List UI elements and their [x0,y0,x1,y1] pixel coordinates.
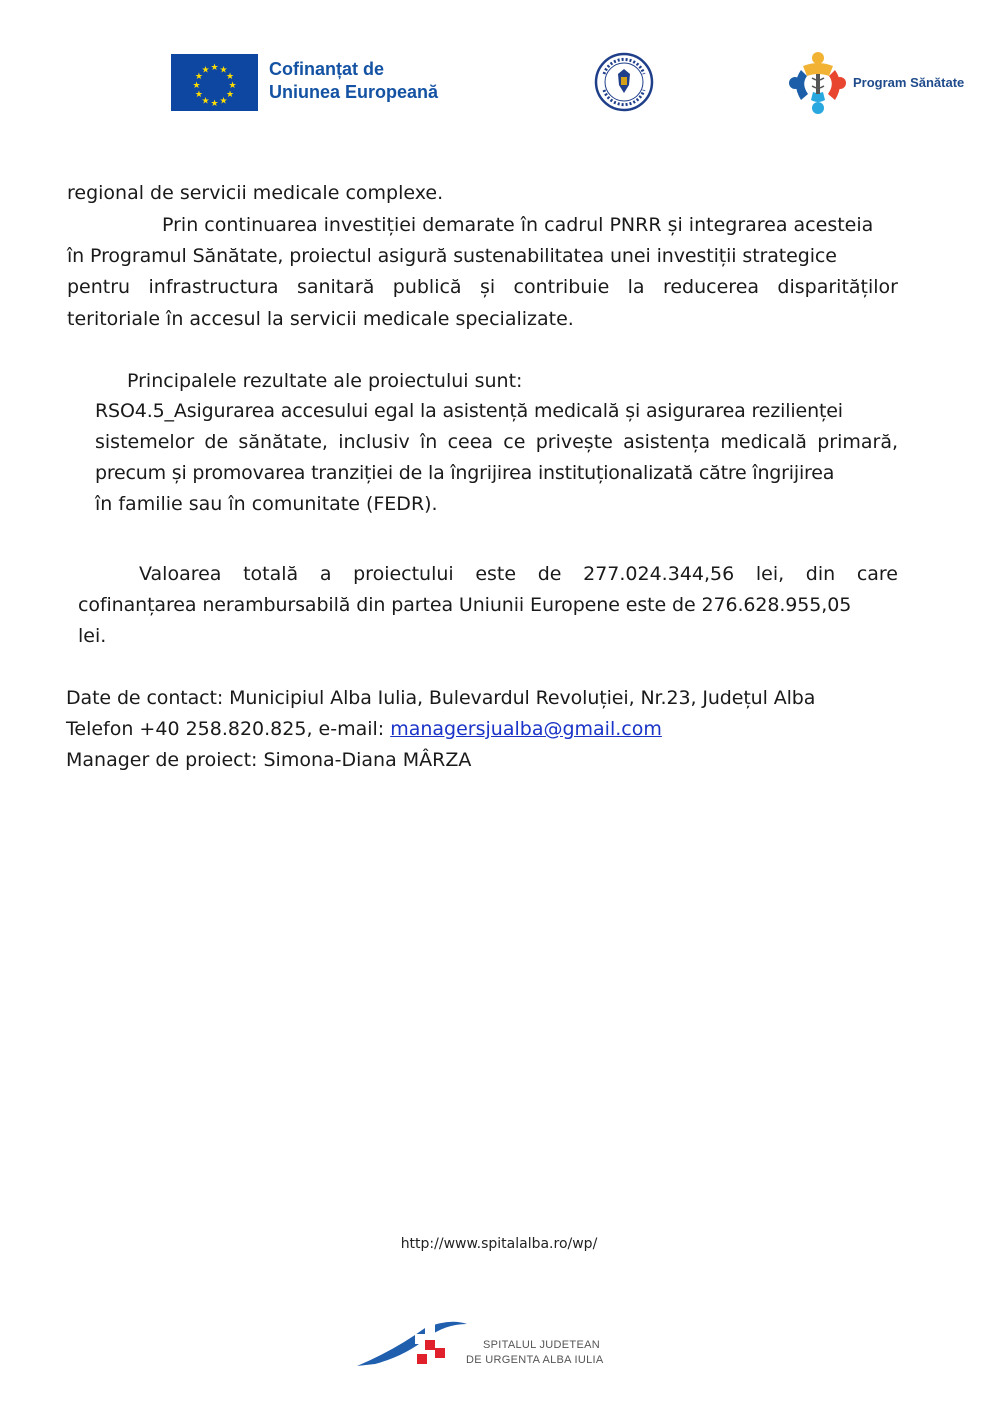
eu-cofinance-label [269,58,438,104]
program-sanatate-logo [783,48,853,118]
svg-text:★: ★ [226,72,235,82]
results-line-2: sistemelor de sănătate, inclusiv în ceea ce privește asistența medicală primară, [95,431,898,453]
eu-line-2: Uniunea Europeană [269,82,439,102]
svg-text:★: ★ [228,81,237,91]
svg-text:★: ★ [210,99,219,109]
results-heading: Principalele rezultate ale proiectului sunt: [127,370,523,392]
page-header [0,0,998,140]
eu-line-1: Cofinanțat de [269,59,384,79]
program-sanatate-label: Program Sănătate [853,75,965,90]
hospital-name-line-1: SPITALUL JUDETEAN [483,1339,600,1351]
svg-text:★: ★ [194,72,203,82]
svg-text:★: ★ [194,90,203,100]
hospital-cross-logo [355,1320,470,1370]
paragraph-1-line-2: în Programul Sănătate, proiectul asigură sustenabilitatea unei investiții strategice [67,245,837,267]
value-line-1: Valoarea totală a proiectului este de 277.024.344,56 lei, din care [139,563,898,585]
paragraph-1-line-4: teritoriale în accesul la servicii medicale specializate. [67,308,574,330]
paragraph-1-line-3: pentru infrastructura sanitară publică și contribuie la reducerea disparităților [67,276,898,298]
hospital-name-line-2: DE URGENTA ALBA IULIA [466,1354,604,1366]
email-link[interactable]: managersjualba@gmail.com [390,718,662,740]
results-line-4: în familie sau în comunitate (FEDR). [95,493,438,515]
eu-flag-logo [171,54,258,111]
svg-text:★: ★ [226,90,235,100]
svg-text:★: ★ [201,96,210,107]
phone-text: Telefon +40 258.820.825, e-mail: [66,718,391,740]
svg-text:★: ★ [219,65,228,76]
svg-text:★: ★ [210,63,219,73]
paragraph-intro-continuation: regional de servicii medicale complexe. [67,182,444,204]
svg-text:★: ★ [219,96,228,107]
svg-text:★: ★ [192,81,201,91]
value-line-2: cofinanțarea nerambursabilă din partea Uniunii Europene este de 276.628.955,05 [78,594,852,616]
romanian-government-seal-icon [594,52,654,112]
paragraph-1-line-1: Prin continuarea investiției demarate în cadrul PNRR și integrarea acesteia [162,214,874,236]
results-line-1: RSO4.5_Asigurarea accesului egal la asistență medicală și asigurarea rezilienței [95,400,843,422]
svg-text:★: ★ [201,65,210,76]
footer-website-url: http://www.spitalalba.ro/wp/ [400,1236,598,1252]
contact-phone-email-line [66,717,662,741]
contact-address-line: Date de contact: Municipiul Alba Iulia, Bulevardul Revoluției, Nr.23, Județul Alba [66,687,816,709]
value-line-3: lei. [78,625,107,647]
hospital-name [466,1338,604,1368]
project-manager-line: Manager de proiect: Simona-Diana MÂRZA [66,749,472,771]
results-line-3: precum și promovarea tranziției de la îngrijirea instituționalizată către îngrijirea [95,462,835,484]
